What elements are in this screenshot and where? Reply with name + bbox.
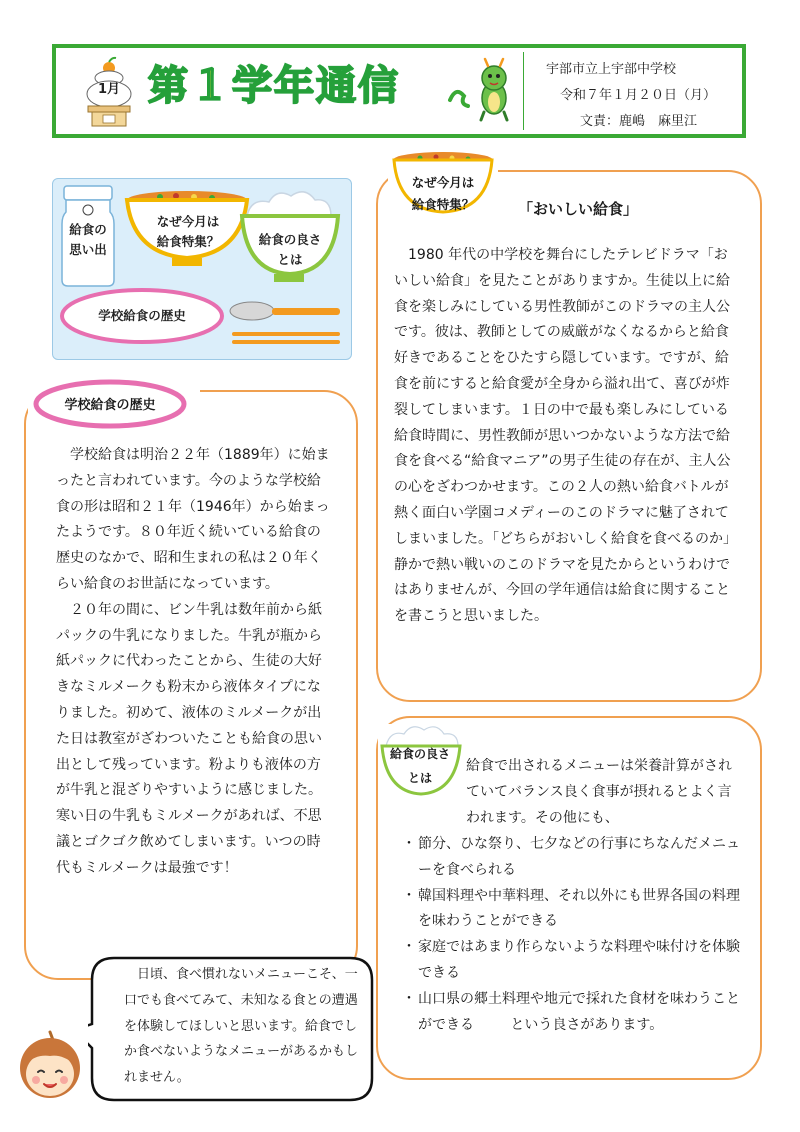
month-badge-label: 1月 [97,82,121,97]
list-item-text: 山口県の郷土料理や地元で採れた食材を味わうことができる [418,990,740,1033]
list-item [402,832,742,884]
bullet: ・ [402,836,416,852]
menu-history-label: 学校給食の歴史 [98,308,186,323]
girl-face-icon [14,1030,86,1102]
menu-milk-label: 給食の 思い出 [69,222,107,257]
bullet: ・ [402,887,416,904]
bubble-text [124,962,364,1091]
list-item [402,987,742,1039]
bubble-paragraph: 日頃、食べ慣れないメニューこそ、一口でも食べてみて、未知なる食との遭遇を体験してほしいと思います。給食でしか食べないようなメニューがあるかもしれません。 [124,967,359,1086]
why-paragraph: 1980 年代の中学校を舞台にしたテレビドラマ「おいしい給食」を見たことがありますか。生徒以上に給食を楽しみにしている男性教師がこのドラマの主人公です。彼は、教師としての威厳がなくなるからと給食好きであることをひたすら隠しています。ですが、給食を前にすると給食愛が全身から溢れ出て、喜びが炸裂してしまいます。１日の中で最も楽しみにしている給食時間に、男性教師が思いつかないような方法で給食を食べる“給食マニア”の男子生徒の存在が、主人公の心をざわつかせます。この２人の熱い給食バトルが熱く面白い学園コメディーのこのドラマに魅了されてしまいました。「どちらがおいしく給食を食べるのか」静かで熱い戦いのこのドラマを見たからというわけではありませんが、今回の学年通信は給食に関することを書こうと思いました。 [394,247,737,625]
why-heading: 「おいしい給食」 [518,200,639,218]
page-title: 第１学年通信 [148,63,400,109]
list-item [402,884,742,936]
good-badge-label: 給食の良さ とは [389,747,450,785]
list-item-text: 節分、ひな祭り、七夕などの行事にちなんだメニューを食べられる [418,836,740,878]
dragon-icon [446,56,516,126]
history-body [56,443,334,882]
bullet: ・ [402,990,416,1007]
header-divider [523,52,524,130]
chopsticks-icon [232,332,340,344]
list-item-text: 家庭ではあまり作らないような料理や味付けを体験できる [418,939,740,981]
spoon-icon [230,302,340,320]
why-badge-label: なぜ今月は 給食特集？ [411,175,475,212]
menu-why-label: なぜ今月は 給食特集？ [156,214,220,249]
good-intro: 給食で出されるメニューは栄養計算がされていてバランス良く食事が摂れるとよく言われます。その他にも、 [466,758,732,826]
issue-date: 令和７年１月２０日（月） [560,88,717,103]
school-name: 宇部市立上宇部中学校 [546,62,677,77]
bullet: ・ [402,939,416,956]
list-item [402,935,742,987]
author-credit: 文責：鹿嶋 麻里江 [580,114,698,129]
history-paragraph: ２０年の間に、ビン牛乳は数年前から紙パックの牛乳になりました。牛乳が瓶から紙パックに代わったことから、生徒の大好きなミルメークも粉末から液体タイプになりました。初めて、液体のミルメークが出た日は教室がざわついたことも給食の思い出として残っています。粉よりも液体の方が牛乳と混ざりやすいように感じました。寒い日の牛乳もミルメークがあれば、不思議とゴクゴク飲めてしまいます。いつの時代もミルメークは最強です！ [56,601,322,876]
menu-good-label: 給食の良さ とは [258,232,322,267]
good-list [402,832,742,1038]
good-closing: という良さがあります。 [510,1016,664,1033]
list-item-text: 韓国料理や中華料理、それ以外にも世界各国の料理を味わうことができる [418,887,740,930]
history-heading: 学校給食の歴史 [64,398,156,413]
history-paragraph: 学校給食は明治２２年（1889年）に始まったと言われています。今のような学校給食の形は昭和２１年（1946年）から始まったようです。８０年近く続いている給食の歴史のなかで、昭和生まれの私は２０年くらい給食のお世話になっています。 [56,447,330,592]
why-body [394,243,740,630]
